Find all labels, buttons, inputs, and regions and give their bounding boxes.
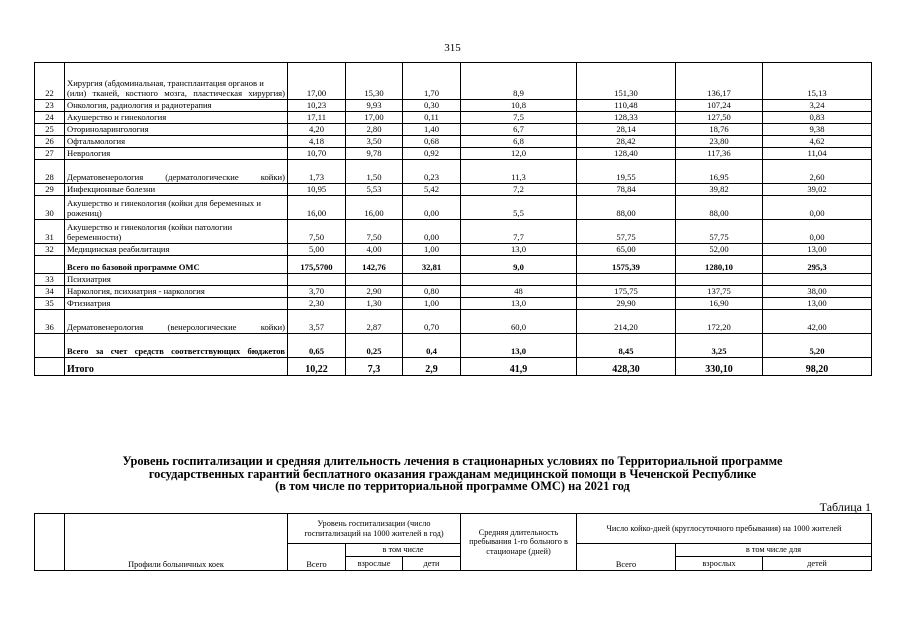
row-value: 137,75 bbox=[676, 286, 763, 298]
row-value: 3,57 bbox=[288, 310, 346, 334]
row-value: 0,80 bbox=[403, 286, 461, 298]
table-row bbox=[35, 160, 872, 184]
row-profile-name: Медицинская реабилитация bbox=[65, 244, 288, 256]
row-number bbox=[35, 334, 65, 358]
row-profile-name: Дерматовенерология (дерматологические койки) bbox=[65, 160, 288, 184]
row-value bbox=[577, 274, 676, 286]
row-value: 10,8 bbox=[461, 100, 577, 112]
table-row bbox=[35, 184, 872, 196]
row-value: 0,70 bbox=[403, 310, 461, 334]
header-bed-days: Число койко-дней (круглосуточного пребывания) на 1000 жителей bbox=[577, 514, 872, 544]
row-value: 16,00 bbox=[346, 196, 403, 220]
row-number bbox=[35, 358, 65, 376]
row-value: 11,04 bbox=[763, 148, 872, 160]
table-row bbox=[35, 112, 872, 124]
row-value: 175,5700 bbox=[288, 256, 346, 274]
row-value: 0,83 bbox=[763, 112, 872, 124]
table-row bbox=[35, 220, 872, 244]
row-profile-name: Наркология, психиатрия - наркология bbox=[65, 286, 288, 298]
row-number: 34 bbox=[35, 286, 65, 298]
row-value: 117,36 bbox=[676, 148, 763, 160]
table-row bbox=[35, 148, 872, 160]
row-number: 31 bbox=[35, 220, 65, 244]
row-profile-name: Психиатрия bbox=[65, 274, 288, 286]
row-value: 428,30 bbox=[577, 358, 676, 376]
row-value: 6,7 bbox=[461, 124, 577, 136]
heading-line-1: Уровень госпитализации и средняя длительность лечения в стационарных условиях по Территориальной программе bbox=[122, 454, 783, 468]
row-value: 2,9 bbox=[403, 358, 461, 376]
row-value: 295,3 bbox=[763, 256, 872, 274]
row-value: 17,00 bbox=[288, 63, 346, 100]
row-value: 5,53 bbox=[346, 184, 403, 196]
row-value: 7,5 bbox=[461, 112, 577, 124]
row-number: 35 bbox=[35, 298, 65, 310]
row-value: 10,22 bbox=[288, 358, 346, 376]
row-value: 60,0 bbox=[461, 310, 577, 334]
row-value: 5,00 bbox=[288, 244, 346, 256]
row-value: 39,02 bbox=[763, 184, 872, 196]
row-number: 33 bbox=[35, 274, 65, 286]
section-heading bbox=[30, 455, 875, 493]
row-value: 3,24 bbox=[763, 100, 872, 112]
row-value: 48 bbox=[461, 286, 577, 298]
row-value: 0,65 bbox=[288, 334, 346, 358]
row-value: 6,8 bbox=[461, 136, 577, 148]
row-value: 4,18 bbox=[288, 136, 346, 148]
row-value: 107,24 bbox=[676, 100, 763, 112]
row-number bbox=[35, 256, 65, 274]
row-profile-name: Неврология bbox=[65, 148, 288, 160]
row-value: 110,48 bbox=[577, 100, 676, 112]
row-number: 22 bbox=[35, 63, 65, 100]
table-row bbox=[35, 196, 872, 220]
row-number: 30 bbox=[35, 196, 65, 220]
row-value: 0,00 bbox=[763, 220, 872, 244]
row-value: 15,13 bbox=[763, 63, 872, 100]
row-value: 7,7 bbox=[461, 220, 577, 244]
row-value: 17,11 bbox=[288, 112, 346, 124]
row-value: 128,33 bbox=[577, 112, 676, 124]
row-value: 0,92 bbox=[403, 148, 461, 160]
table-row bbox=[35, 100, 872, 112]
row-value: 8,45 bbox=[577, 334, 676, 358]
table-row bbox=[35, 124, 872, 136]
table-label: Таблица 1 bbox=[819, 500, 871, 514]
row-value: 4,20 bbox=[288, 124, 346, 136]
row-value: 10,95 bbox=[288, 184, 346, 196]
row-value: 5,20 bbox=[763, 334, 872, 358]
row-profile-name: Итого bbox=[65, 358, 288, 376]
header-adults-2: взрослых bbox=[676, 557, 763, 571]
row-profile-name: Оториноларингология bbox=[65, 124, 288, 136]
row-profile-name: Хирургия (абдоминальная, трансплантация органов и (или) тканей, костного мозга, пластическая хирургия) bbox=[65, 63, 288, 100]
row-number: 26 bbox=[35, 136, 65, 148]
row-value: 1,00 bbox=[403, 298, 461, 310]
row-value: 1,00 bbox=[403, 244, 461, 256]
table-row bbox=[35, 286, 872, 298]
row-value: 136,17 bbox=[676, 63, 763, 100]
table-row bbox=[35, 334, 872, 358]
row-value bbox=[288, 274, 346, 286]
table-row bbox=[35, 274, 872, 286]
table-row bbox=[35, 136, 872, 148]
row-value: 5,42 bbox=[403, 184, 461, 196]
row-value: 1280,10 bbox=[676, 256, 763, 274]
row-value: 10,70 bbox=[288, 148, 346, 160]
row-value: 39,82 bbox=[676, 184, 763, 196]
row-value: 2,87 bbox=[346, 310, 403, 334]
row-value: 3,25 bbox=[676, 334, 763, 358]
row-value: 57,75 bbox=[577, 220, 676, 244]
row-value: 28,14 bbox=[577, 124, 676, 136]
row-value: 7,50 bbox=[288, 220, 346, 244]
row-value: 16,00 bbox=[288, 196, 346, 220]
row-value: 0,00 bbox=[403, 196, 461, 220]
row-value: 12,0 bbox=[461, 148, 577, 160]
header-adults: взрослые bbox=[346, 557, 403, 571]
row-profile-name: Всего по базовой программе ОМС bbox=[65, 256, 288, 274]
row-value: 19,55 bbox=[577, 160, 676, 184]
header-avg-duration: Средняя длительность пребывания 1-го больного в стационаре (дней) bbox=[461, 514, 577, 571]
row-value: 1,40 bbox=[403, 124, 461, 136]
row-value: 4,62 bbox=[763, 136, 872, 148]
row-value: 13,00 bbox=[763, 298, 872, 310]
table-row bbox=[35, 358, 872, 376]
row-value: 16,95 bbox=[676, 160, 763, 184]
row-value: 13,0 bbox=[461, 244, 577, 256]
row-number: 27 bbox=[35, 148, 65, 160]
row-value: 142,76 bbox=[346, 256, 403, 274]
row-value: 10,23 bbox=[288, 100, 346, 112]
row-value: 1575,39 bbox=[577, 256, 676, 274]
row-value: 9,78 bbox=[346, 148, 403, 160]
row-value: 57,75 bbox=[676, 220, 763, 244]
row-value: 7,50 bbox=[346, 220, 403, 244]
beds-table bbox=[34, 62, 872, 376]
row-number: 24 bbox=[35, 112, 65, 124]
header-total-2: Всего bbox=[577, 544, 676, 571]
row-value: 88,00 bbox=[676, 196, 763, 220]
row-value: 8,9 bbox=[461, 63, 577, 100]
row-value bbox=[346, 274, 403, 286]
row-value: 0,23 bbox=[403, 160, 461, 184]
row-value: 2,30 bbox=[288, 298, 346, 310]
row-profile-name: Акушерство и гинекология (койки для беременных и рожениц) bbox=[65, 196, 288, 220]
row-number: 28 bbox=[35, 160, 65, 184]
row-value: 17,00 bbox=[346, 112, 403, 124]
row-value: 0,11 bbox=[403, 112, 461, 124]
row-value: 0,30 bbox=[403, 100, 461, 112]
row-value: 0,00 bbox=[403, 220, 461, 244]
row-number: 32 bbox=[35, 244, 65, 256]
row-value: 9,0 bbox=[461, 256, 577, 274]
row-profile-name: Акушерство и гинекология (койки патологии беременности) bbox=[65, 220, 288, 244]
row-value: 41,9 bbox=[461, 358, 577, 376]
header-hosp-level: Уровень госпитализации (число госпитализаций на 1000 жителей в год) bbox=[288, 514, 461, 544]
row-value: 42,00 bbox=[763, 310, 872, 334]
table-row bbox=[35, 310, 872, 334]
table-row bbox=[35, 298, 872, 310]
row-value: 1,30 bbox=[346, 298, 403, 310]
row-profile-name: Онкология, радиология и радиотерапия bbox=[65, 100, 288, 112]
row-value bbox=[763, 274, 872, 286]
row-profile-name: Всего за счет средств соответствующих бюджетов bbox=[65, 334, 288, 358]
row-value: 15,30 bbox=[346, 63, 403, 100]
table-row bbox=[35, 244, 872, 256]
row-number: 23 bbox=[35, 100, 65, 112]
row-value: 2,60 bbox=[763, 160, 872, 184]
row-value bbox=[676, 274, 763, 286]
row-value: 9,93 bbox=[346, 100, 403, 112]
row-profile-name: Акушерство и гинекология bbox=[65, 112, 288, 124]
header-children: дети bbox=[403, 557, 461, 571]
row-value: 32,81 bbox=[403, 256, 461, 274]
row-value: 16,90 bbox=[676, 298, 763, 310]
row-value: 23,80 bbox=[676, 136, 763, 148]
header-children-2: детей bbox=[763, 557, 872, 571]
row-value: 128,40 bbox=[577, 148, 676, 160]
table-1-header bbox=[34, 513, 872, 571]
row-profile-name: Инфекционные болезни bbox=[65, 184, 288, 196]
row-value: 0,00 bbox=[763, 196, 872, 220]
row-profile-name: Офтальмология bbox=[65, 136, 288, 148]
row-value: 13,0 bbox=[461, 298, 577, 310]
row-value: 127,50 bbox=[676, 112, 763, 124]
row-value: 151,30 bbox=[577, 63, 676, 100]
heading-line-2: государственных гарантий бесплатного оказания гражданам медицинской помощи в Чеченской Республике bbox=[148, 466, 757, 481]
row-value: 38,00 bbox=[763, 286, 872, 298]
row-value: 0,68 bbox=[403, 136, 461, 148]
row-number: 25 bbox=[35, 124, 65, 136]
row-value: 18,76 bbox=[676, 124, 763, 136]
page-number: 315 bbox=[444, 42, 461, 54]
row-value: 2,90 bbox=[346, 286, 403, 298]
row-value: 214,20 bbox=[577, 310, 676, 334]
row-number: 36 bbox=[35, 310, 65, 334]
row-profile-name: Дерматовенерология (венерологические койки) bbox=[65, 310, 288, 334]
row-value: 3,70 bbox=[288, 286, 346, 298]
row-number: 29 bbox=[35, 184, 65, 196]
row-value: 4,00 bbox=[346, 244, 403, 256]
row-value: 9,38 bbox=[763, 124, 872, 136]
header-in-total-for: в том числе для bbox=[676, 544, 872, 557]
row-value bbox=[461, 274, 577, 286]
row-value: 2,80 bbox=[346, 124, 403, 136]
row-value: 1,50 bbox=[346, 160, 403, 184]
row-value: 88,00 bbox=[577, 196, 676, 220]
header-blank-cell bbox=[35, 514, 65, 571]
row-profile-name: Фтизиатрия bbox=[65, 298, 288, 310]
row-value: 330,10 bbox=[676, 358, 763, 376]
row-value: 29,90 bbox=[577, 298, 676, 310]
row-value: 13,00 bbox=[763, 244, 872, 256]
row-value bbox=[403, 274, 461, 286]
heading-line-3: (в том числе по территориальной программе ОМС) на 2021 год bbox=[275, 479, 630, 493]
row-value: 175,75 bbox=[577, 286, 676, 298]
header-in-total: в том числе bbox=[346, 544, 461, 557]
row-value: 65,00 bbox=[577, 244, 676, 256]
row-value: 11,3 bbox=[461, 160, 577, 184]
row-value: 0,25 bbox=[346, 334, 403, 358]
row-value: 52,00 bbox=[676, 244, 763, 256]
row-value: 0,4 bbox=[403, 334, 461, 358]
header-total: Всего bbox=[288, 544, 346, 571]
table-row bbox=[35, 63, 872, 100]
row-value: 1,70 bbox=[403, 63, 461, 100]
row-value: 1,73 bbox=[288, 160, 346, 184]
row-value: 13,0 bbox=[461, 334, 577, 358]
row-value: 78,84 bbox=[577, 184, 676, 196]
row-value: 172,20 bbox=[676, 310, 763, 334]
header-profiles: Профили больничных коек bbox=[65, 514, 288, 571]
table-row bbox=[35, 256, 872, 274]
row-value: 3,50 bbox=[346, 136, 403, 148]
row-value: 98,20 bbox=[763, 358, 872, 376]
row-value: 5,5 bbox=[461, 196, 577, 220]
row-value: 28,42 bbox=[577, 136, 676, 148]
row-value: 7,2 bbox=[461, 184, 577, 196]
row-value: 7,3 bbox=[346, 358, 403, 376]
